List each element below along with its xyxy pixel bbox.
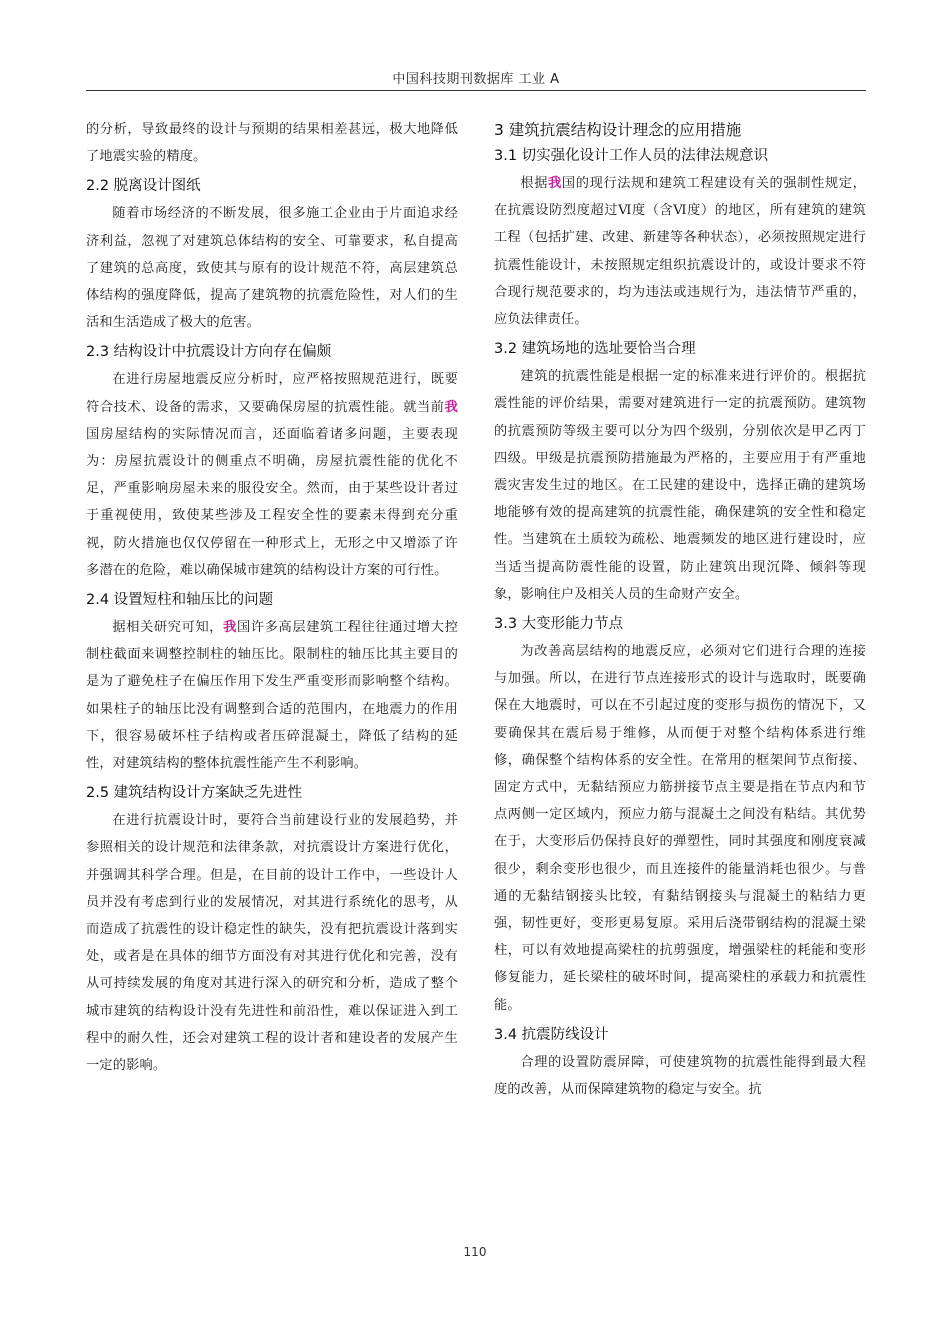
section-3-1-heading: 3.1 切实强化设计工作人员的法律法规意识	[494, 148, 769, 164]
text-run: 据相关研究可知，	[112, 620, 224, 636]
running-header: 中国科技期刊数据库 工业 A	[392, 72, 560, 87]
section-3-4-heading: 3.4 抗震防线设计	[494, 1026, 609, 1043]
section-3-2-paragraph: 建筑的抗震性能是根据一定的标准来进行评价的。根据抗震性能的评价结果，需要对建筑进行一定的抗震预防。建筑物的抗震预防等级主要可以分为四个级别，分别依次是甲乙丙丁四级。甲级是抗震预防措施最为严格的，主要应用于有严重地震灾害发生过的地区。在工民建的建设中，选择正确的建筑场地能够有效的提高建筑的抗震性能，确保建筑的安全性和稳定性。当建筑在土质较为疏松、地震频发的地区进行建设时，应当适当提高防震性能的设置，防止建筑出现沉降、倾斜等现象，影响住户及相关人员的生命财产安全。	[494, 369, 866, 602]
section-3-3-paragraph: 为改善高层结构的地震反应，必须对它们进行合理的连接与加强。所以，在进行节点连接形式的设计与选取时，既要确保在大地震时，可以在不引起过度的变形与损伤的情况下，又要确保其在震后易于维修，从而便于对整个结构体系进行维修，确保整个结构体系的安全性。在常用的框架间节点衔接、固定方式中，无黏结预应力筋拼接节点主要是指在节点内和节点两侧一定区域内，预应力筋与混凝土之间没有粘结。其优势在于，大变形后仍保持良好的弹塑性，同时其强度和刚度衰减很少，剩余变形也很少，而且连接件的能量消耗也很少。与普通的无黏结钢接头比较，有黏结钢接头与混凝土的粘结力更强，韧性更好，变形更易复原。采用后浇带钢结构的混凝土梁柱，可以有效地提高梁柱的抗剪强度，增强梁柱的耗能和变形修复能力，延长梁柱的破坏时间，提高梁柱的承载力和抗震性能。	[494, 644, 866, 1013]
header-rule	[86, 90, 866, 91]
text-run: 根据	[520, 176, 549, 191]
text-run: 国的现行法规和建筑工程建设有关的强制性规定，在抗震设防烈度超过Ⅵ度（含Ⅵ度）的地区，所有建筑的建筑工程（包括扩建、改建、新建等各种状态），必须按照规定进行抗震性能设计，未按照规定组织抗震设计的，或设计要求不符合现行规范要求的，均为违法或违规行为，违法情节严重的，应负法律责任。	[494, 176, 866, 328]
section-3-2-heading: 3.2 建筑场地的选址要恰当合理	[494, 341, 696, 358]
section-2-3-heading: 2.3 结构设计中抗震设计方向存在偏颇	[86, 344, 332, 361]
right-column	[494, 116, 866, 1103]
section-2-2-paragraph: 随着市场经济的不断发展，很多施工企业由于片面追求经济利益，忽视了对建筑总体结构的安全、可靠要求，私自提高了建筑的总高度，致使其与原有的设计规范不符，高层建筑总体结构的强度降低，提高了建筑物的抗震危险性，对人们的生活和生活造成了极大的危害。	[86, 206, 458, 331]
highlighted-char: 我	[548, 176, 562, 191]
section-3-heading: 3 建筑抗震结构设计理念的应用措施	[494, 121, 742, 139]
section-2-5-paragraph: 在进行抗震设计时，要符合当前建设行业的发展趋势，并参照相关的设计规范和法律条款，对抗震设计方案进行优化，并强调其科学合理。但是，在目前的设计工作中，一些设计人员并没有考虑到行业的发展情况，对其进行系统化的思考，从而造成了抗震性的设计稳定性的缺失，没有把抗震设计落到实处，或者是在具体的细节方面没有对其进行优化和完善，没有从可持续发展的角度对其进行深入的研究和分析，造成了整个城市建筑的结构设计没有先进性和前沿性，难以保证进入到工程中的耐久性，还会对建筑工程的设计者和建设者的发展产生一定的影响。	[86, 813, 458, 1074]
highlighted-char: 我	[444, 399, 458, 415]
section-3-3-heading: 3.3 大变形能力节点	[494, 616, 624, 633]
highlighted-char: 我	[223, 620, 237, 636]
left-column	[86, 116, 458, 1079]
section-3-1-paragraph	[494, 170, 866, 333]
section-2-4-paragraph	[86, 614, 458, 777]
paragraph-continuation: 的分析，导致最终的设计与预期的结果相差甚远，极大地降低了地震实验的精度。	[86, 122, 458, 165]
text-run: 国许多高层建筑工程往往通过增大控制柱截面来调整控制柱的轴压比。限制柱的轴压比其主要目的是为了避免柱子在偏压作用下发生严重变形而影响整个结构。如果柱子的轴压比没有调整到合适的范围内，在地震力的作用下，很容易破坏柱子结构或者压碎混凝土，降低了结构的延性，对建筑结构的整体抗震性能产生不利影响。	[86, 620, 458, 772]
section-3-4-paragraph: 合理的设置防震屏障，可使建筑物的抗震性能得到最大程度的改善，从而保障建筑物的稳定与安全。抗	[494, 1054, 866, 1098]
text-run: 国房屋结构的实际情况而言，还面临着诸多问题，主要表现为：房屋抗震设计的侧重点不明确，房屋抗震性能的优化不足，严重影响房屋未来的服役安全。然而，由于某些设计者过于重视使用，致使某些涉及工程安全性的要素未得到充分重视，防火措施也仅仅停留在一种形式上，无形之中又增添了许多潜在的危险，难以确保城市建筑的结构设计方案的可行性。	[86, 426, 458, 578]
page-number: 110	[463, 1245, 487, 1259]
section-2-2-heading: 2.2 脱离设计图纸	[86, 178, 201, 195]
section-2-5-heading: 2.5 建筑结构设计方案缺乏先进性	[86, 785, 303, 802]
section-2-4-heading: 2.4 设置短柱和轴压比的问题	[86, 592, 274, 609]
text-run: 在进行房屋地震反应分析时，应严格按照规范进行，既要符合技术、设备的需求，又要确保房屋的抗震性能。就当前	[86, 372, 458, 415]
section-2-3-paragraph	[86, 366, 458, 584]
